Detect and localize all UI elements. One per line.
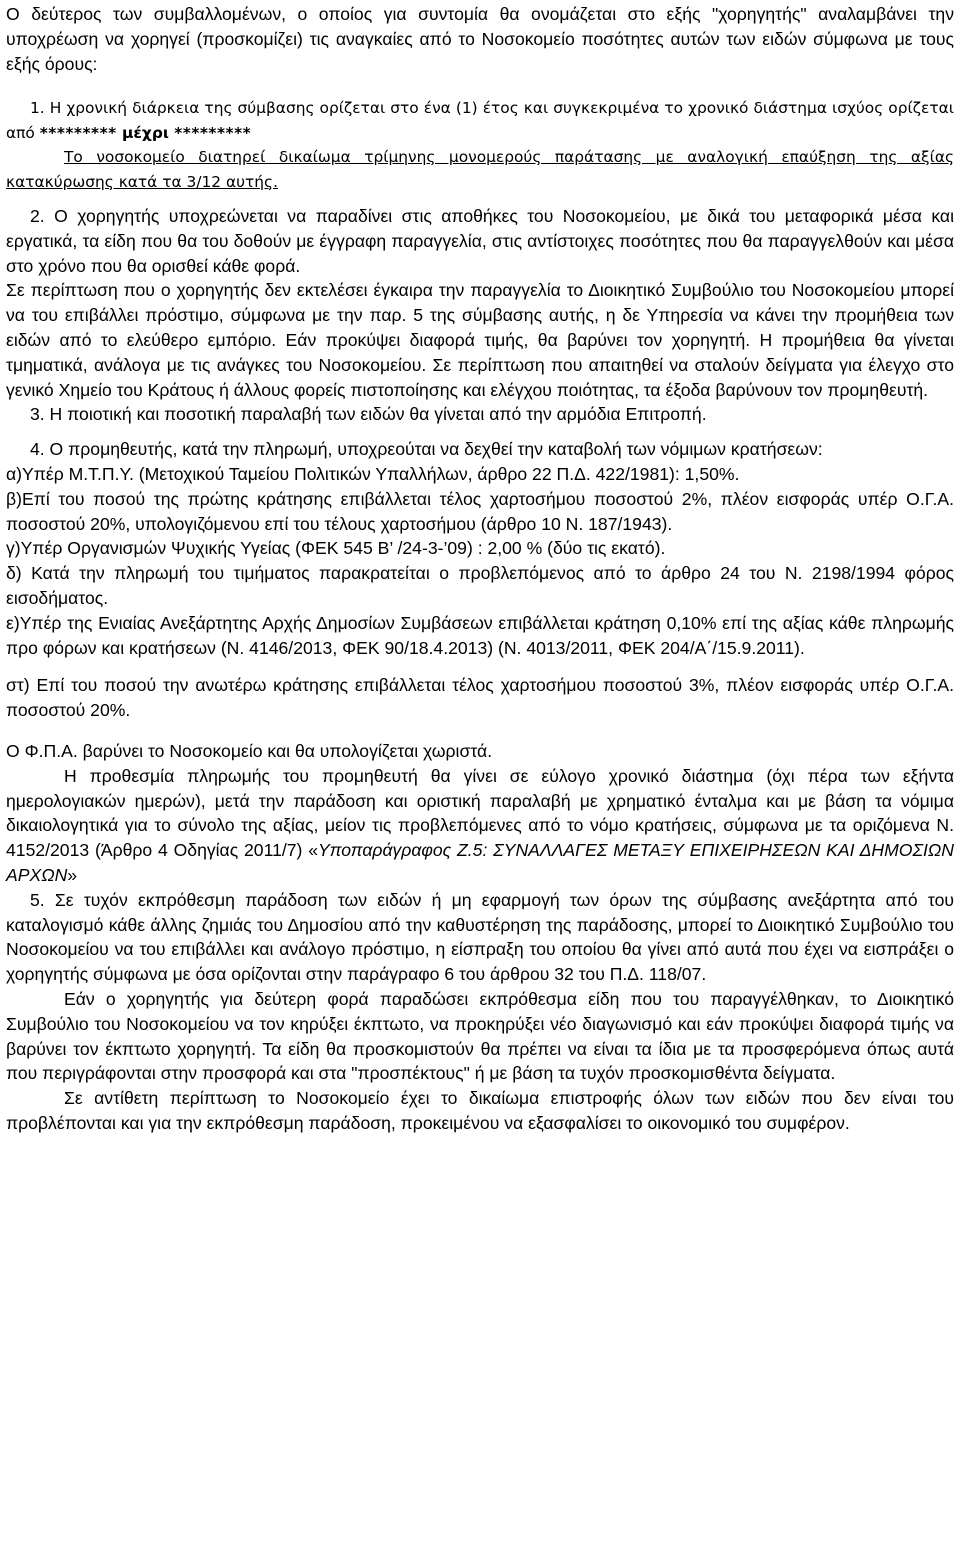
term-2-penalty: Σε περίπτωση που ο χορηγητής δεν εκτελέσει έγκαιρα την παραγγελία το Διοικητικό Συμβούλιο του Νοσοκομείου μπορεί να του επιβάλλει πρόστιμο, σύμφωνα με την παρ. 5 της σύμβασης αυτής, η δε Υπηρεσία να κάνει την προμήθεια των ειδών από το ελεύθερο εμπόριο. Εάν προκύψει διαφορά τιμής, θα βαρύνει τον χορηγητή. Η προμήθεια θα γίνεται τμηματικά, ανάλογα με τις ανάγκες του Νοσοκομείου. Σε περίπτωση που απαιτηθεί να σταλούν δείγματα για έλεγχο στο γενικό Χημείο του Κράτους ή άλλους φορείς πιστοποίησης και ελέγχου ποιότητας, τα έξοδα βαρύνουν τον προμηθευτή. [6,280,954,400]
payment-reference: Υποπαράγραφος Ζ.5: ΣΥΝΑΛΛΑΓΕΣ ΜΕΤΑΞΥ ΕΠΙΧΕΙΡΗΣΕΩΝ ΚΑΙ ΔΗΜΟΣΙΩΝ ΑΡΧΩΝ [6,840,955,885]
term-3: 3. Η ποιοτική και ποσοτική παραλαβή των ειδών θα γίνεται από την αρμόδια Επιτροπή. [30,404,707,425]
term-1-date-to: ********* [174,123,252,142]
term-1 [6,96,954,194]
payment-terms [6,764,954,888]
second-late-delivery: Εάν ο χορηγητής για δεύτερη φορά παραδώσει εκπρόθεσμα είδη που του παραγγέλθηκαν, το Διοικητικό Συμβούλιο του Νοσοκομείου να τον κηρύξει έκπτωτο, να προκηρύξει νέο διαγωνισμό και εάν προκύψει διαφορά τιμής να βαρύνει τον έκπτωτο χορηγητή. Τα είδη θα προσκομιστούν θα πρέπει να είναι τα ίδια με τα προσφερόμενα όπως αυτά που περιγράφονται στην προσφορά και στα "προσπέκτους" ή με βάση τα τυχόν προσκομισθέντα δείγματα. [6,988,954,1084]
term-1-duration [6,96,954,145]
payment-text: Η προθεσμία πληρωμής του προμηθευτή θα γίνει σε εύλογο χρονικό διάστημα (όχι πέρα των εξήντα ημερολογιακών ημερών), μετά την παράδοση και οριστική παραλαβή με χρηματικό ένταλμα και με βάση τα νόμιμα δικαιολογητικά για το σύνολο της αξίας, μείον τις προβλεπόμενες από το νόμο κρατήσεις, σύμφωνα με τα οριζόμενα Ν. 4152/2013 (Άρθρο 4 Οδηγίας 2011/7) « [6,765,954,861]
deduction-d: δ) Κατά την πληρωμή του τιμήματος παρακρατείται ο προβλεπόμενος από το άρθρο 24 του Ν. 2198/1994 φόρος εισοδήματος. [6,563,954,608]
deduction-b: β)Επί του ποσού της πρώτης κράτησης επιβάλλεται τέλος χαρτοσήμου ποσοστού 2%, πλέον εισφοράς υπέρ Ο.Γ.Α. ποσοστού 20%, υπολογιζόμενου επί του τέλους χαρτοσήμου (άρθρο 10 Ν. 187/1943). [6,488,954,534]
term-2-delivery: 2. Ο χορηγητής υποχρεώνεται να παραδίνει στις αποθήκες του Νοσοκομείου, με δικά του μεταφορικά μέσα και εργατικά, τα είδη που θα του δοθούν με έγγραφη παραγγελία, στις αντίστοιχες ποσότητες που θα παραγγελθούν και μέσα στο χρόνο που θα ορισθεί κάθε φορά. [6,206,954,276]
term-4: 4. Ο προμηθευτής, κατά την πληρωμή, υποχρεούται να δεχθεί την καταβολή των νόμιμων κρατήσεων: [30,439,823,460]
term-1-date-from: ********* [39,123,117,142]
term-1-extension: Το νοσοκομείο διατηρεί δικαίωμα τρίμηνης μονομερούς παράτασης με αναλογική επαύξηση της αξίας κατακύρωσης κατά τα 3/12 αυτής. [6,148,954,191]
deduction-a: α)Υπέρ Μ.Τ.Π.Υ. (Μετοχικού Ταμείου Πολιτικών Υπαλλήλων, άρθρο 22 Π.Δ. 422/1981): 1,50%. [6,463,740,484]
term-1-until: μέχρι [116,123,175,142]
term-2 [6,204,954,402]
term-1-text: 1. Η χρονική διάρκεια της σύμβασης ορίζεται στο ένα (1) έτος και συγκεκριμένα το χρονικό διάστημα ισχύος ορίζεται από [6,99,954,142]
deductions-list [6,462,954,723]
otherwise-clause: Σε αντίθετη περίπτωση το Νοσοκομείο έχει το δικαίωμα επιστροφής όλων των ειδών που δεν είναι του προβλέπονται και για την εκπρόθεσμη παράδοση, προκειμένου να εξασφαλίσει το οικονομικό του συμφέρον. [6,1088,954,1133]
deduction-c: γ)Υπέρ Οργανισμών Ψυχικής Υγείας (ΦΕΚ 545 Β’ /24-3-’09) : 2,00 % (δύο τις εκατό). [6,538,666,559]
deduction-st: στ) Επί του ποσού την ανωτέρω κράτησης επιβάλλεται τέλος χαρτοσήμου ποσοστού 3%, πλέον εισφοράς υπέρ Ο.Γ.Α. ποσοστού 20%. [6,675,954,721]
payment-close-quote: » [67,864,78,885]
intro-paragraph: Ο δεύτερος των συμβαλλομένων, ο οποίος για συντομία θα ονομάζεται στο εξής "χορηγητής" αναλαμβάνει την υποχρέωση να χορηγεί (προσκομίζει) τις αναγκαίες από το Νοσοκομείο ποσότητες αυτών των ειδών σύμφωνα με τους εξής όρους: [6,4,954,74]
term-5: 5. Σε τυχόν εκπρόθεσμη παράδοση των ειδών ή μη εφαρμογή των όρων της σύμβασης ανεξάρτητα από του καταλογισμό κάθε άλλης ζημιάς του Δημοσίου από την καθυστέρηση της παράδοσης, μπορεί το Διοικητικό Συμβούλιο του Νοσοκομείου να του επιβάλλει και ανάλογο πρόστιμο, η είσπραξη του οποίου θα γίνει από αυτά που έχει να εισπράξει ο χορηγητής σύμφωνα με όσα ορίζονται στην παράγραφο 6 του άρθρου 32 του Π.Δ. 118/07. [6,889,954,985]
vat-note: Ο Φ.Π.Α. βαρύνει το Νοσοκομείο και θα υπολογίζεται χωριστά. [6,740,493,761]
deduction-e: ε)Υπέρ της Ενιαίας Ανεξάρτητης Αρχής Δημοσίων Συμβάσεων επιβάλλεται κράτηση 0,10% επί της αξίας κάθε πληρωμής προ φόρων και κρατήσεων (Ν. 4146/2013, ΦΕΚ 90/18.4.2013) (Ν. 4013/2011, ΦΕΚ 204/Α΄/15.9.2011). [6,612,954,658]
